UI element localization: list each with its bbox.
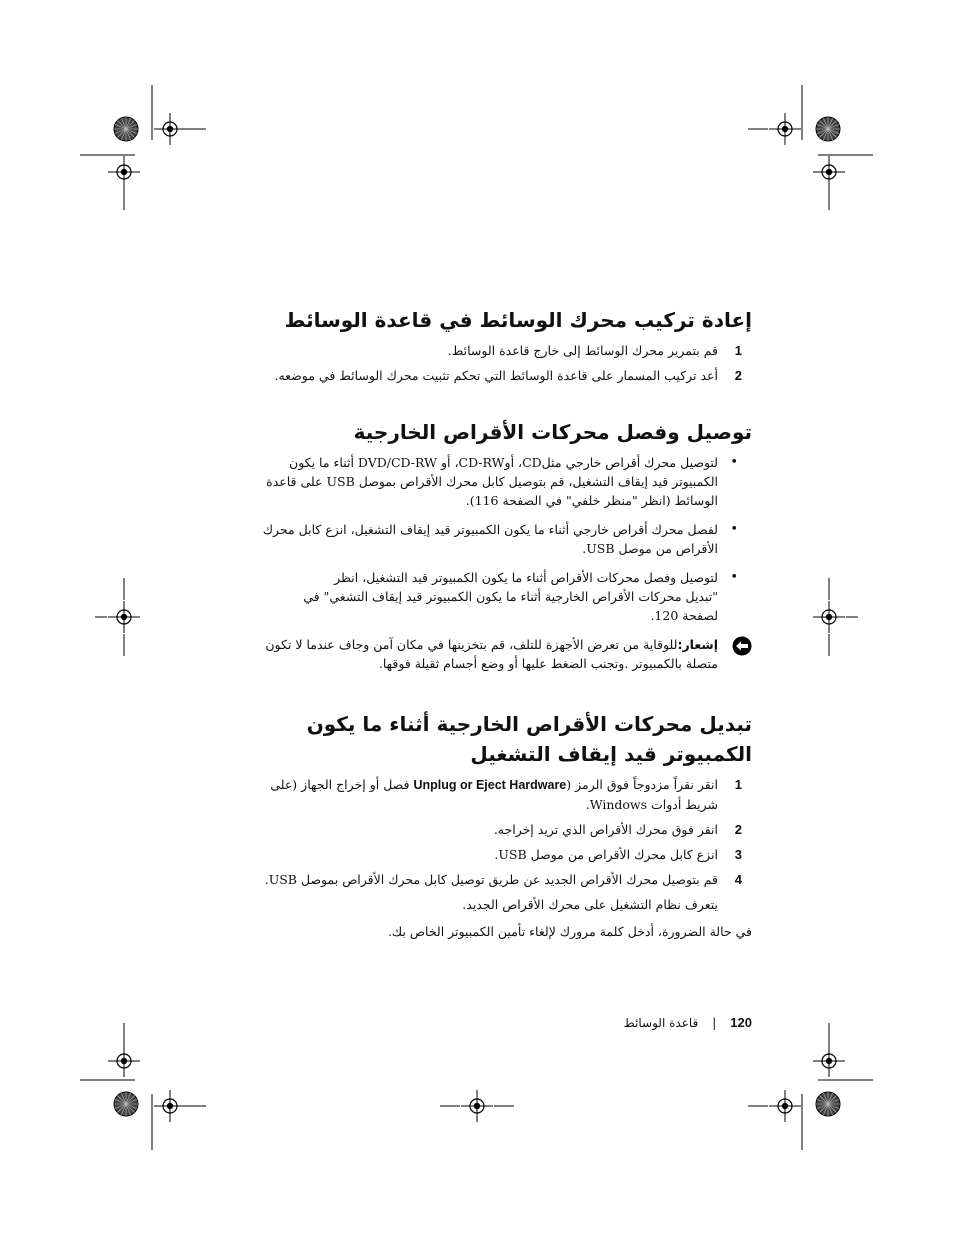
registration-target-icon xyxy=(769,1090,801,1122)
step-item xyxy=(250,870,752,889)
registration-star-icon xyxy=(114,117,138,141)
registration-target-icon xyxy=(154,113,186,145)
bullet-text: لتوصيل وفصل محركات الأقراص أثناء ما يكون الكمبيوتر قيد التشغيل، انظر "تبديل محركات الأقراص الخارجية أثناء ما يكون الكمبيوتر قيد إيقاف التشغي" في لصفحة 120. xyxy=(303,570,718,623)
section-title: تبديل محركات الأقراص الخارجية أثناء ما يكون الكمبيوتر قيد إيقاف التشغيل xyxy=(306,712,752,766)
registration-target-icon xyxy=(108,601,140,633)
registration-target-icon xyxy=(154,1090,186,1122)
step-text: قم بتوصيل محرك الأقراص الجديد عن طريق توصيل كابل محرك الأقراص بموصل USB. xyxy=(264,872,718,887)
step-text: انزع كابل محرك الأقراص من موصل USB. xyxy=(494,847,718,862)
step-text: انقر فوق محرك الأقراص الذي تريد إخراجه. xyxy=(493,822,718,837)
step-text-post: فصل أو إخراج الجهاز (على شريط أدوات Windows. xyxy=(270,777,718,812)
registration-target-icon xyxy=(813,601,845,633)
registration-target-icon xyxy=(461,1090,493,1122)
notice-text: للوقاية من تعرض الأجهزة للتلف، قم بتخزينها في مكان آمن وجاف عندما لا تكون متصلة بالكمبيوتر .وتجنب الضغط عليها أو وضع أجسام ثقيلة فوقها. xyxy=(265,637,718,671)
footer-section-name: قاعدة الوسائط xyxy=(623,1016,699,1030)
section-reinstall-media-drive xyxy=(250,305,752,391)
step-text: أعد تركيب المسمار على قاعدة الوسائط التي تحكم تثبيت محرك الوسائط في موضعه. xyxy=(274,368,718,383)
section-title: توصيل وفصل محركات الأقراص الخارجية xyxy=(353,420,752,444)
step-number: 1 xyxy=(734,777,742,792)
step-number: 2 xyxy=(734,368,742,383)
step-number: 4 xyxy=(734,872,742,887)
registration-target-icon xyxy=(108,156,140,188)
section-connect-external-drives xyxy=(250,417,752,673)
page-number: 120 xyxy=(730,1015,752,1030)
step-item xyxy=(250,820,752,839)
registration-target-icon xyxy=(769,113,801,145)
notice-box xyxy=(250,635,752,673)
bullet-dot-icon: • xyxy=(730,522,738,537)
step-item xyxy=(250,341,752,360)
notice-label: إشعار: xyxy=(677,637,718,652)
step-item xyxy=(250,366,752,385)
registration-target-icon xyxy=(813,1045,845,1077)
notice-arrow-icon xyxy=(732,636,752,656)
bullet-item xyxy=(250,520,752,558)
os-recognition-note: يتعرف نظام التشغيل على محرك الأقراص الجديد. xyxy=(462,897,718,912)
registration-target-icon xyxy=(813,156,845,188)
section-swap-external-drives xyxy=(250,709,752,941)
step-item xyxy=(250,845,752,864)
step-text: قم بتمرير محرك الوسائط إلى خارج قاعدة الوسائط. xyxy=(447,343,718,358)
step-item xyxy=(250,775,752,814)
bullet-text: لتوصيل محرك أقراص خارجي مثلCD، أوCD-RW، أو DVD/CD-RW أثناء ما يكون الكمبيوتر قيد إيقاف التشغيل، قم بتوصيل كابل محرك الأقراص بموصل USB على قاعدة الوسائط (انظر "منظر خلفي" في الصفحة 116). xyxy=(266,455,718,508)
registration-star-icon xyxy=(114,1092,138,1116)
registration-star-icon xyxy=(816,1092,840,1116)
bullet-dot-icon: • xyxy=(730,570,738,585)
bullet-text: لفصل محرك أقراص خارجي أثناء ما يكون الكمبيوتر قيد إيقاف التشغيل، انزع كابل محرك الأقراص من موصل USB. xyxy=(262,522,718,556)
bullet-dot-icon: • xyxy=(730,455,738,470)
footer-separator: | xyxy=(712,1016,717,1030)
registration-target-icon xyxy=(108,1045,140,1077)
step-number: 2 xyxy=(734,822,742,837)
page-footer xyxy=(624,1015,752,1030)
step-number: 1 xyxy=(734,343,742,358)
password-note: في حالة الضرورة، أدخل كلمة مرورك لإلغاء تأمين الكمبيوتر الخاص بك. xyxy=(387,924,752,939)
step-number: 3 xyxy=(734,847,742,862)
bullet-item xyxy=(298,568,752,625)
section-title: إعادة تركيب محرك الوسائط في قاعدة الوسائط xyxy=(284,308,752,332)
unplug-hardware-label: Unplug or Eject Hardware xyxy=(413,778,567,792)
bullet-item xyxy=(250,453,752,510)
step-text-pre: انقر نقراً مزدوجاً فوق الرمز ( xyxy=(566,777,718,792)
registration-star-icon xyxy=(816,117,840,141)
